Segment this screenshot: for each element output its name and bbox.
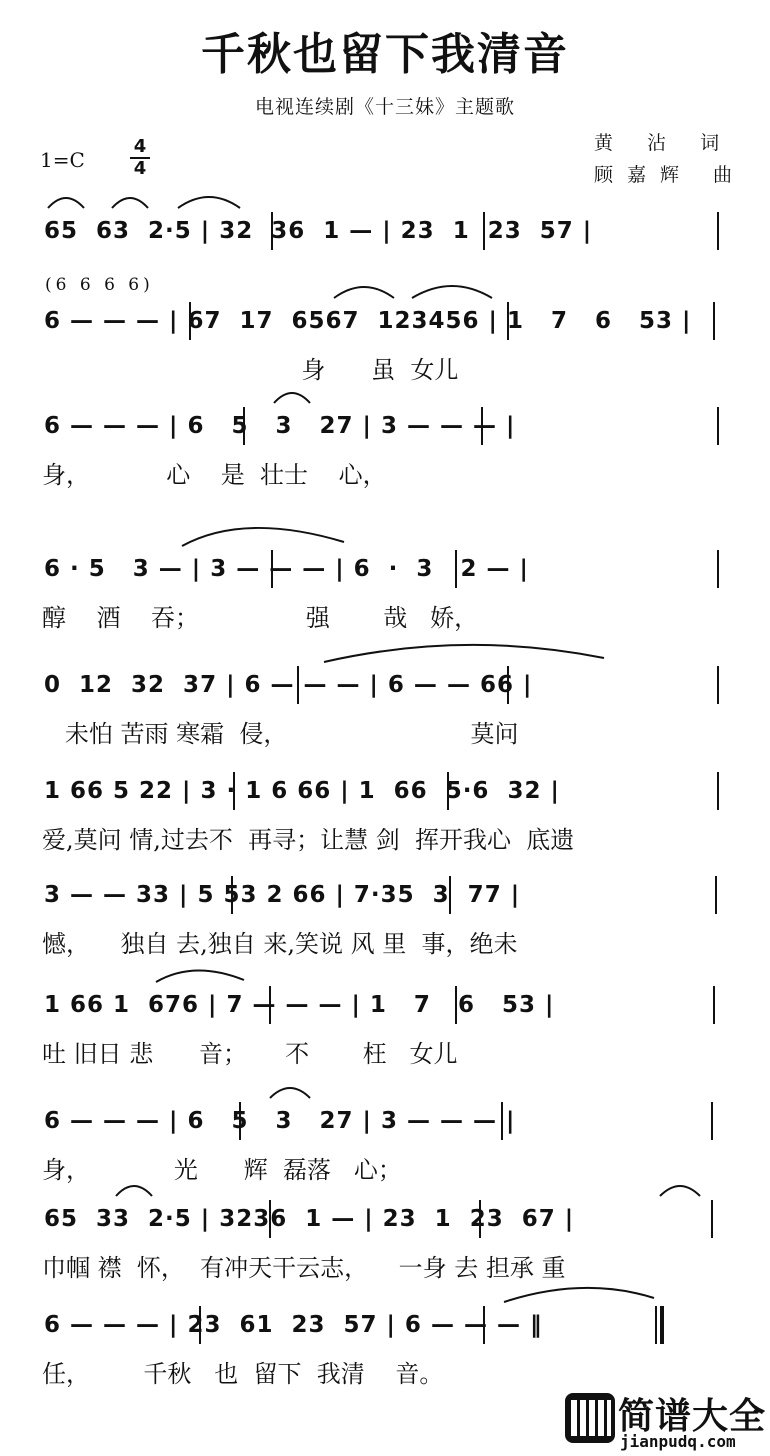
lyrics: 身， 心 是 壮士 心， — [42, 461, 387, 489]
song-title: 千秋也留下我清音 — [201, 29, 569, 80]
notes: 6 — — — | 6 5 3 27 | 3 — — — | — [44, 413, 516, 439]
lyrics: 任， 千秋 也 留下 我清 音。 — [42, 1360, 444, 1388]
lyrics: 未怕 苦雨 寒霜 侵， 莫问 — [42, 720, 519, 748]
repeat-hint: (6 6 6 6) — [45, 275, 154, 295]
score-line-5 — [0, 664, 770, 774]
notes: 6 — — — | 23 61 23 57 | 6 — — — ‖ — [44, 1312, 543, 1338]
site-name: 简谱大全 — [618, 1396, 767, 1437]
score-line-4 — [0, 548, 770, 658]
lyrics: 吐 旧日 悲 音； 不 枉 女儿 — [42, 1040, 458, 1068]
piano-icon — [564, 1392, 616, 1444]
site-url: jianpudq.com — [620, 1432, 736, 1451]
time-signature-top: 4 — [133, 136, 147, 157]
score-line-6 — [0, 770, 770, 880]
time-signature — [130, 138, 150, 178]
slur — [44, 518, 724, 548]
notes: 1 66 1 676 | 7 — — — | 1 7 6 53 | — [44, 992, 555, 1018]
lyrics: 巾帼 襟 怀， 有冲天干云志， 一身 去 担承 重 — [42, 1254, 566, 1282]
notes: 6 · 5 3 — | 3 — — — | 6 · 3 2 — | — [44, 556, 529, 582]
lyrics: 身 虽 女儿 — [42, 356, 459, 384]
score-line-2 — [0, 300, 770, 410]
lyrics: 憾， 独自 去,独自 来,笑说 风 里 事，绝未 — [42, 930, 518, 958]
site-logo — [558, 1386, 770, 1456]
notes: 65 33 2·5 | 3236 1 — | 23 1 23 67 | — [44, 1206, 575, 1232]
notes: 1 66 5 22 | 3 · 1 6 66 | 1 66 5·6 32 | — [44, 778, 560, 804]
lyrics — [42, 262, 732, 298]
notes: 0 12 32 37 | 6 — — — | 6 — — 66 | — [44, 672, 533, 698]
score-line-10 — [0, 1198, 770, 1308]
key-signature: 1=C — [40, 148, 85, 172]
notes: 6 — — — | 6 5 3 27 | 3 — — — | — [44, 1108, 516, 1134]
lyrics: 爱,莫问 情,过去不 再寻；让慧 剑 挥开我心 底遗 — [42, 826, 575, 854]
notes: 6 — — — | 67 17 6567 123456 | 1 7 6 53 | — [44, 308, 692, 334]
lyrics: 身， 光 辉 磊落 心； — [42, 1156, 402, 1184]
score-line-7 — [0, 874, 770, 984]
notes: 65 63 2·5 | 32 36 1 — | 23 1 23 57 | — [44, 218, 593, 244]
notes: 3 — — 33 | 5 53 2 66 | 7·35 3 77 | — [44, 882, 521, 908]
score-line-3 — [0, 405, 770, 515]
lyrics: 醇 酒 吞； 强 哉 娇， — [42, 604, 479, 632]
lyricist-credit: 黄 沾 词 — [594, 132, 734, 154]
time-signature-bottom: 4 — [133, 158, 147, 179]
song-subtitle: 电视连续剧《十三妹》主题歌 — [254, 96, 515, 118]
score-line-8 — [0, 984, 770, 1094]
score-line-9 — [0, 1100, 770, 1210]
composer-credit: 顾嘉辉 曲 — [594, 164, 747, 186]
